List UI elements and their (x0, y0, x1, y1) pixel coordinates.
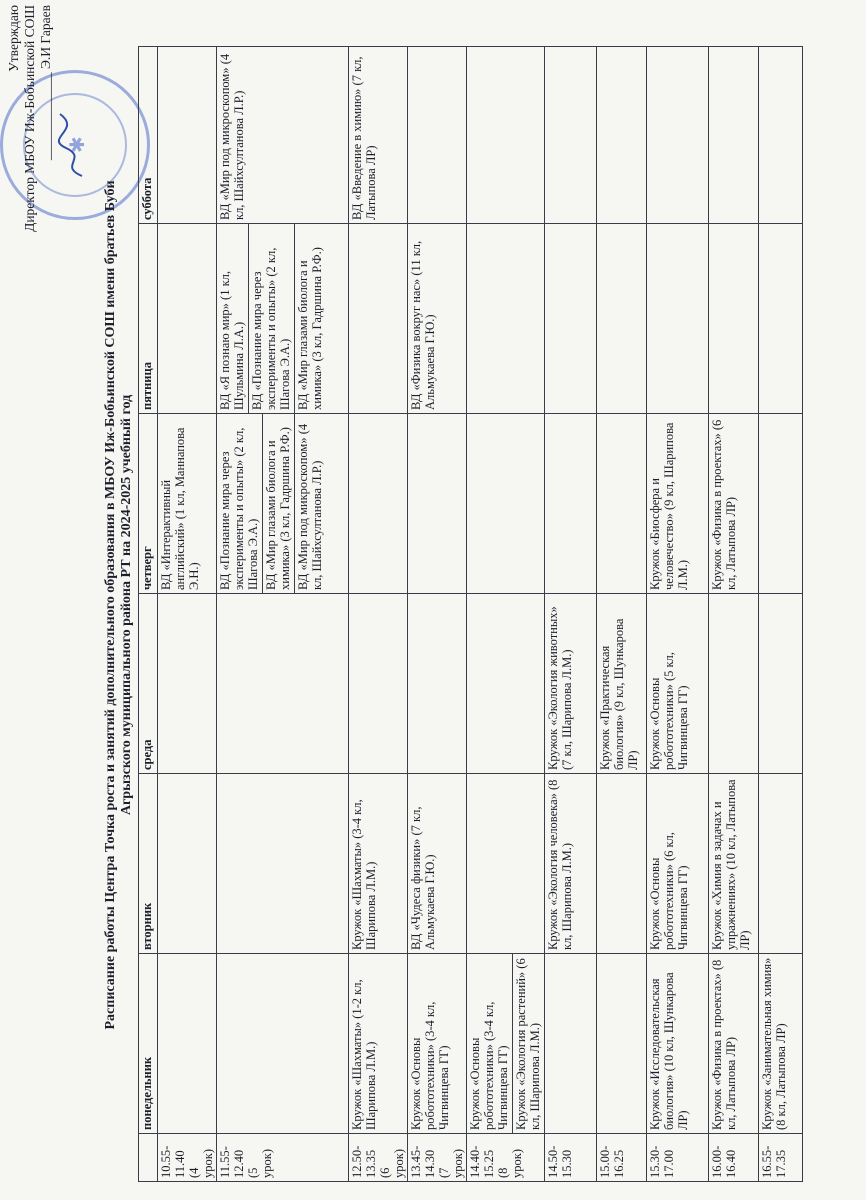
table-row (467, 47, 545, 1182)
activity-entry: ВД «Введение в химию» (7 кл, Латыпова ЛР) (350, 56, 378, 220)
schedule-cell-fri (647, 224, 709, 414)
schedule-cell-sat (349, 47, 408, 224)
schedule-cell-tue (545, 774, 597, 954)
schedule-cell-mon (709, 954, 759, 1134)
approval-block (6, 5, 54, 295)
header-wednesday: среда (139, 594, 158, 774)
schedule-cell-wed (597, 594, 647, 774)
time-slot: 16.00-16.40 (709, 1134, 759, 1182)
schedule-cell-fri (545, 224, 597, 414)
activity-entry: Кружок «Основы робототехники» (6 кл, Чигвинцева ГГ) (648, 832, 690, 950)
table-row (349, 47, 408, 1182)
header-cell (139, 1134, 158, 1182)
activity-entry: ВД «Физика вокруг нас» (11 кл, Альмукаева Г.Ю.) (409, 240, 437, 410)
schedule-table (138, 46, 803, 1182)
time-slot: 12.50-13.35 (6 урок) (349, 1134, 408, 1182)
header-row (139, 47, 158, 1182)
activity-entry: Кружок «Основы робототехники» (5 кл, Чигвинцева ГГ) (648, 652, 690, 770)
header-friday: пятница (139, 224, 158, 414)
schedule-cell-fri (158, 224, 217, 414)
schedule-cell-wed (647, 594, 709, 774)
activity-entry: Кружок «Биосфера и человечество» (9 кл, Шарипова Л.М.) (648, 422, 690, 590)
time-slot: 13.45-14.30 (7 урок) (408, 1134, 467, 1182)
director-signature (52, 110, 92, 180)
schedule-cell-tue (158, 774, 217, 954)
schedule-cell-mon (545, 954, 597, 1134)
schedule-cell-wed (408, 594, 467, 774)
schedule-cell-wed (709, 594, 759, 774)
activity-entry: ВД «Познание мира через эксперименты и опыты» (2 кл, Шагова Э.А.) (218, 427, 260, 590)
schedule-cell-mon (408, 954, 467, 1134)
table-row (597, 47, 647, 1182)
table-row (759, 47, 803, 1182)
schedule-body (158, 47, 803, 1182)
schedule-cell-fri (709, 224, 759, 414)
approval-line: Директор МБОУ Иж-Бобьинской СОШ (22, 5, 37, 232)
time-slot: 15.30-17.00 (647, 1134, 709, 1182)
schedule-cell-sat (709, 47, 759, 224)
schedule-cell-tue (349, 774, 408, 954)
schedule-cell-mon (759, 954, 803, 1134)
schedule-cell-mon (349, 954, 408, 1134)
schedule-cell-fri (408, 224, 467, 414)
schedule-cell-mon (597, 954, 647, 1134)
schedule-cell-sat (759, 47, 803, 224)
schedule-cell-thu (158, 414, 217, 594)
table-row (408, 47, 467, 1182)
schedule-cell-thu (217, 414, 349, 594)
schedule-cell-thu (545, 414, 597, 594)
header-tuesday: вторник (139, 774, 158, 954)
table-row (158, 47, 217, 1182)
time-slot: 16.55-17.35 (759, 1134, 803, 1182)
schedule-cell-tue (408, 774, 467, 954)
schedule-cell-sat (217, 47, 349, 224)
header-monday: понедельник (139, 954, 158, 1134)
activity-entry: Кружок «Основы робототехники» (3-4 кл, Чигвинцева ГГ) (468, 1001, 510, 1130)
schedule-cell-mon (467, 954, 545, 1134)
schedule-cell-wed (217, 594, 349, 774)
schedule-cell-fri (217, 224, 349, 414)
schedule-cell-thu (647, 414, 709, 594)
schedule-cell-thu (467, 414, 545, 594)
schedule-cell-tue (647, 774, 709, 954)
approval-line: Утверждаю (6, 5, 21, 72)
schedule-cell-thu (597, 414, 647, 594)
schedule-cell-fri (759, 224, 803, 414)
schedule-cell-tue (597, 774, 647, 954)
time-slot: 14.40-15.25 (8 урок) (467, 1134, 545, 1182)
schedule-cell-wed (467, 594, 545, 774)
schedule-cell-sat (545, 47, 597, 224)
header-saturday: суббота (139, 47, 158, 224)
schedule-cell-wed (759, 594, 803, 774)
schedule-cell-wed (158, 594, 217, 774)
activity-entry: ВД «Мир под микроскопом» (4 кл, Шайхсултанова Л.Р.) (218, 53, 246, 220)
table-row (217, 47, 349, 1182)
activity-entry: ВД «Чудеса физики» (7 кл, Альмукаева Г.Ю.) (409, 806, 437, 950)
activity-entry: ВД «Познание мира через эксперименты и опыты» (2 кл, Шагова Э.А.) (248, 224, 292, 413)
activity-entry: Кружок «Исследовательская биология» (10 кл, Шункарова ЛР) (648, 972, 690, 1130)
activity-entry: ВД «Мир глазами биолога и химика» (3 кл, Гадршина Р.Ф.) (294, 224, 324, 413)
schedule-cell-wed (545, 594, 597, 774)
time-slot: 15.00-16.25 (597, 1134, 647, 1182)
title-line-1: Расписание работы Центра Точка роста и занятий дополнительного образования в МБОУ Иж-Бобьинской СОШ имени братьев Буби (103, 180, 118, 1030)
activity-entry: Кружок «Экология человека» (8 кл, Шарипова Л.М.) (546, 779, 574, 950)
activity-entry: ВД «Мир глазами биолога и химика» (3 кл, Гадршина Р.Ф.) (262, 414, 292, 593)
schedule-cell-tue (217, 774, 349, 954)
schedule-cell-thu (759, 414, 803, 594)
activity-entry: Кружок «Основы робототехники» (3-4 кл, Чигвинцева ГГ) (409, 1001, 451, 1130)
activity-entry: Кружок «Физика в проектах» (8 кл, Латыпова ЛР) (710, 959, 738, 1130)
schedule-cell-thu (408, 414, 467, 594)
schedule-cell-mon (217, 954, 349, 1134)
schedule-cell-sat (467, 47, 545, 224)
schedule-cell-fri (467, 224, 545, 414)
activity-entry: Кружок «Химия в задачах и упражнениях» (10 кл, Латыпова ЛР) (710, 779, 752, 950)
activity-entry: Кружок «Экология растений» (6 кл, Шарипова Л.М.) (512, 954, 542, 1133)
schedule-cell-sat (158, 47, 217, 224)
schedule-cell-tue (759, 774, 803, 954)
page-title (103, 130, 135, 1080)
schedule-cell-wed (349, 594, 408, 774)
schedule-cell-fri (597, 224, 647, 414)
activity-entry: ВД «Мир под микроскопом» (4 кл, Шайхсултанова Л.Р.) (294, 414, 324, 593)
schedule-cell-mon (647, 954, 709, 1134)
title-line-2: Агрызского муниципального района РТ на 2024-2025 учебный год (119, 394, 134, 816)
header-thursday: четверг (139, 414, 158, 594)
schedule-cell-thu (709, 414, 759, 594)
schedule-cell-fri (349, 224, 408, 414)
schedule-cell-sat (647, 47, 709, 224)
schedule-cell-mon (158, 954, 217, 1134)
activity-entry: Кружок «Шахматы» (3-4 кл, Шарипова Л.М.) (350, 799, 378, 950)
activity-entry: Кружок «Занимательная химия» (8 кл, Латыпова ЛР) (760, 957, 788, 1130)
activity-entry: ВД «Я познаю мир» (1 кл, Шульмина Л.А.) (218, 270, 246, 410)
activity-entry: Кружок «Практическая биология» (9 кл, Шункарова ЛР) (598, 618, 640, 770)
time-slot: 10.55-11.40 (4 урок) (158, 1134, 217, 1182)
approval-line: _____________ Э.И Гараев (38, 5, 53, 161)
activity-entry: Кружок «Экология животных» (7 кл, Шарипова Л.М.) (546, 606, 574, 770)
stamp-star-icon: ✱ (67, 136, 89, 153)
activity-entry: ВД «Интерактивный английский» (1 кл, Маннапова Э.Н.) (159, 427, 201, 590)
schedule-cell-tue (709, 774, 759, 954)
table-row (647, 47, 709, 1182)
schedule-cell-sat (408, 47, 467, 224)
table-row (709, 47, 759, 1182)
schedule-cell-sat (597, 47, 647, 224)
schedule-cell-thu (349, 414, 408, 594)
table-row (545, 47, 597, 1182)
time-slot: 11.55-12.40 (5 урок) (217, 1134, 349, 1182)
activity-entry: Кружок «Физика в проектах» (6 кл, Латыпова ЛР) (710, 419, 738, 590)
time-slot: 14.50-15.30 (545, 1134, 597, 1182)
schedule-cell-tue (467, 774, 545, 954)
activity-entry: Кружок «Шахматы» (1-2 кл, Шарипова Л.М.) (350, 979, 378, 1130)
